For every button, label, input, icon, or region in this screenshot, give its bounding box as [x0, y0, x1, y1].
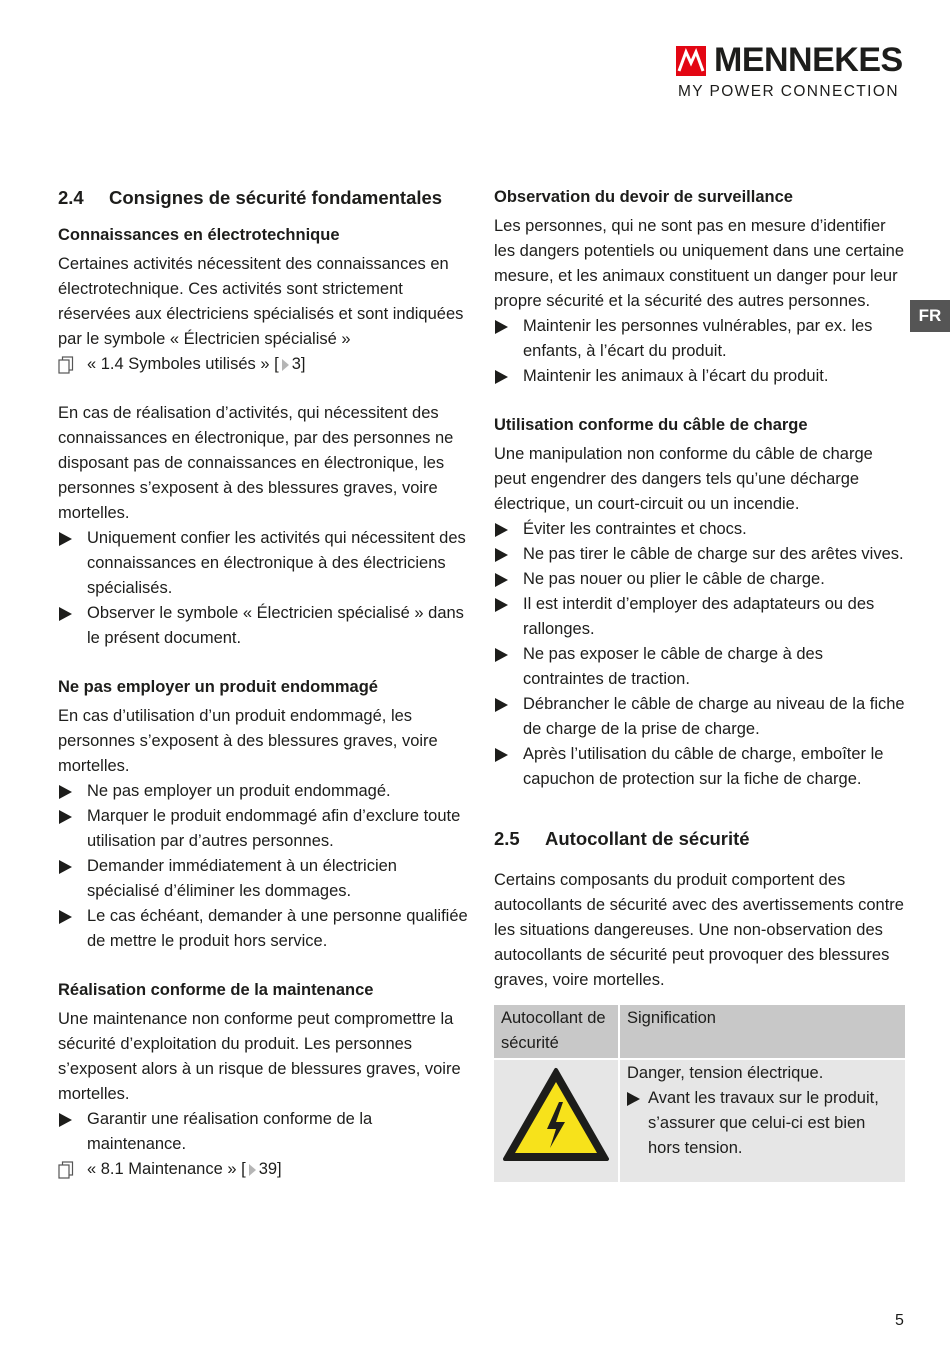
- paragraph-autocollant: Certains composants du produit comportent des autocollants de sécurité avec des avertissements contre les situations dangereuses. Une non-observation des autocollants de sécurité peut provoquer des blessures graves, voire mortelles.: [494, 871, 904, 989]
- page-number: 5: [895, 1312, 904, 1329]
- reference-page: 39]: [258, 1160, 282, 1178]
- paragraph-produit-endommage: En cas d’utilisation d’un produit endommagé, les personnes s’exposent à des blessures graves, voire mortelles.: [58, 707, 438, 775]
- instruction-list: [58, 779, 470, 954]
- list-item: Observer le symbole « Électricien spécialisé » dans le présent document.: [58, 601, 470, 651]
- right-column: [494, 185, 906, 1182]
- brand-name: MENNEKES: [714, 41, 903, 79]
- page-link-arrow-icon: [249, 1164, 256, 1176]
- subheading-produit-endommage: Ne pas employer un produit endommagé: [58, 678, 378, 696]
- sticker-cell: [494, 1060, 620, 1182]
- cross-reference[interactable]: [58, 352, 470, 377]
- mennekes-logo-icon: [676, 46, 706, 76]
- section-number: 2.4: [58, 187, 84, 208]
- book-reference-icon: [58, 356, 87, 374]
- section-heading-2-4: [58, 185, 470, 211]
- subheading-electrotechnique: Connaissances en électrotechnique: [58, 226, 340, 244]
- list-item: Ne pas employer un produit endommagé.: [58, 779, 470, 804]
- list-item: Il est interdit d’employer des adaptateurs ou des rallonges.: [494, 592, 906, 642]
- section-title: Autocollant de sécurité: [545, 828, 750, 849]
- reference-label: « 1.4 Symboles utilisés » [: [87, 355, 279, 373]
- instruction-list: [494, 314, 906, 389]
- brand-logo: [676, 40, 906, 105]
- list-item: Garantir une réalisation conforme de la maintenance.: [58, 1107, 470, 1157]
- language-tab[interactable]: FR: [910, 300, 950, 332]
- subheading-maintenance: Réalisation conforme de la maintenance: [58, 981, 374, 999]
- list-item: Maintenir les personnes vulnérables, par ex. les enfants, à l’écart du produit.: [494, 314, 906, 364]
- paragraph-cable-de-charge: Une manipulation non conforme du câble de charge peut engendrer des dangers tels qu’une décharge électrique, un court-circuit ou un incendie.: [494, 445, 873, 513]
- instruction-list: [58, 526, 470, 651]
- book-reference-icon: [58, 1161, 87, 1179]
- brand-tagline: MY POWER CONNECTION: [678, 83, 899, 100]
- list-item: Le cas échéant, demander à une personne qualifiée de mettre le produit hors service.: [58, 904, 470, 954]
- paragraph-electrotechnique: Certaines activités nécessitent des connaissances en électrotechnique. Ces activités sont strictement réservées aux électriciens spécialisés et sont indiquées par le symbole « Électricien spécialisé »: [58, 255, 464, 348]
- paragraph-maintenance: Une maintenance non conforme peut compromettre la sécurité d’exploitation du produit. Les personnes s’exposent alors à un risque de blessures graves, voire mortelles.: [58, 1010, 461, 1103]
- reference-page: 3]: [291, 355, 306, 373]
- list-item: Ne pas nouer ou plier le câble de charge.: [494, 567, 906, 592]
- section-number: 2.5: [494, 828, 520, 849]
- table-header-sticker: Autocollant de sécurité: [494, 1005, 620, 1060]
- list-item: Avant les travaux sur le produit, s’assurer que celui-ci est bien hors tension.: [627, 1086, 898, 1161]
- high-voltage-warning-icon: [501, 1066, 611, 1164]
- list-item: Ne pas exposer le câble de charge à des contraintes de traction.: [494, 642, 906, 692]
- list-item: Uniquement confier les activités qui nécessitent des connaissances en électronique à des électriciens spécialisés.: [58, 526, 470, 601]
- meaning-cell: [620, 1060, 905, 1182]
- paragraph-electronique: En cas de réalisation d’activités, qui nécessitent des connaissances en électronique, par des personnes ne disposant pas de connaissances en électronique, les personnes s’exposent à des blessures graves, voire mortelles.: [58, 404, 454, 522]
- list-item: Demander immédiatement à un électricien spécialisé d’éliminer les dommages.: [58, 854, 470, 904]
- reference-label: « 8.1 Maintenance » [: [87, 1160, 246, 1178]
- instruction-list: [58, 1107, 470, 1157]
- left-column: [58, 185, 470, 1182]
- table-header-meaning: Signification: [620, 1005, 905, 1060]
- list-item: Après l’utilisation du câble de charge, emboîter le capuchon de protection sur la fiche de charge.: [494, 742, 906, 792]
- list-item: Maintenir les animaux à l’écart du produit.: [494, 364, 906, 389]
- table-row: [494, 1060, 905, 1182]
- paragraph-surveillance: Les personnes, qui ne sont pas en mesure d’identifier les dangers potentiels ou uniquement dans une certaine mesure, et les animaux constituent un danger pour leur propre sécurité et la sécurité des autres personnes.: [494, 217, 905, 310]
- section-title: Consignes de sécurité fondamentales: [109, 187, 443, 208]
- instruction-list: [627, 1086, 898, 1161]
- page-link-arrow-icon: [282, 359, 289, 371]
- list-item: Marquer le produit endommagé afin d’exclure toute utilisation par d’autres personnes.: [58, 804, 470, 854]
- instruction-list: [494, 517, 906, 792]
- list-item: Éviter les contraintes et chocs.: [494, 517, 906, 542]
- meaning-text: Danger, tension électrique.: [627, 1064, 824, 1082]
- list-item: Débrancher le câble de charge au niveau de la fiche de charge de la prise de charge.: [494, 692, 906, 742]
- subheading-surveillance: Observation du devoir de surveillance: [494, 188, 793, 206]
- subheading-cable-de-charge: Utilisation conforme du câble de charge: [494, 416, 808, 434]
- safety-sticker-table: [494, 1005, 905, 1182]
- section-heading-2-5: [494, 826, 906, 852]
- list-item: Ne pas tirer le câble de charge sur des arêtes vives.: [494, 542, 906, 567]
- cross-reference[interactable]: [58, 1157, 470, 1182]
